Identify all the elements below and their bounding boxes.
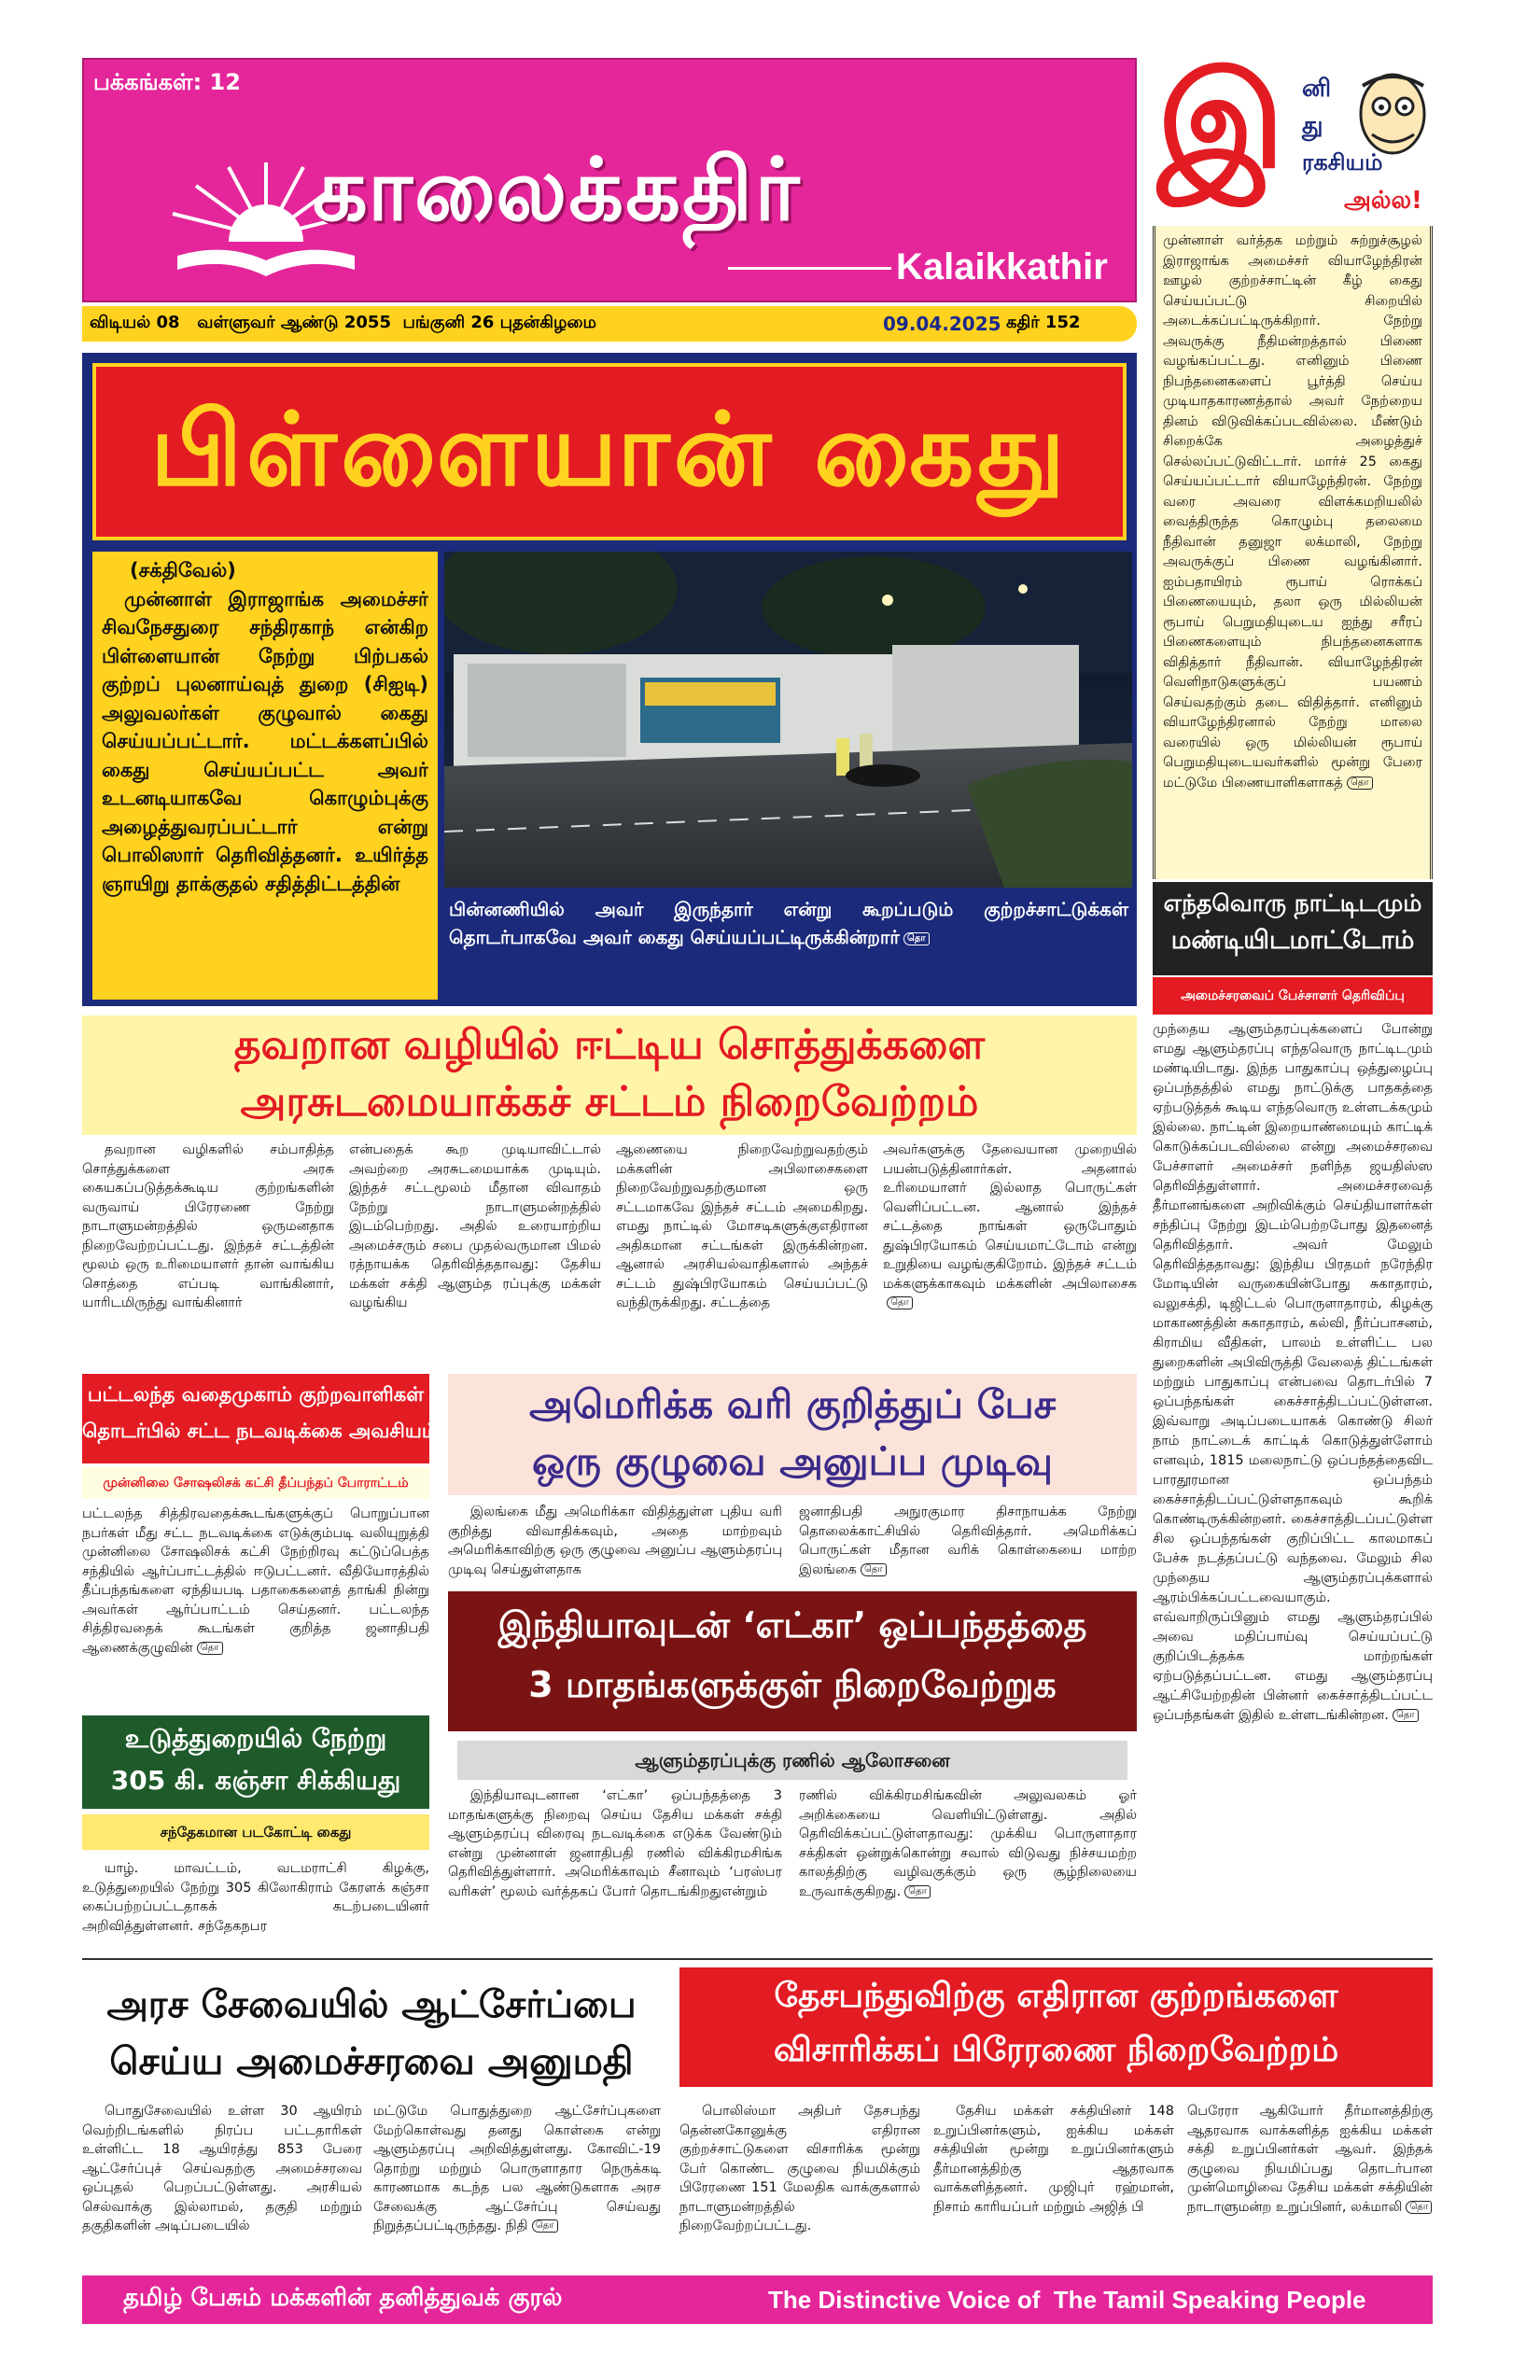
batalanda-headline-2: தொடர்பில் சட்ட நடவடிக்கை அவசியம் [82, 1420, 438, 1442]
rahasiyam-logo-letter: இ [1157, 45, 1285, 198]
ganja-body-text: யாழ். மாவட்டம், வடமராட்சி கிழக்கு, உடுத்துறையில் நேற்று 305 கிலோகிராம் கேரளக் கஞ்சா கைப்பற்றப்பட்டதாகக் கடற்படையினர் அறிவித்துள்ளனர். சந்தேகநபர [82, 1861, 429, 1934]
continued-icon: தொ [1347, 777, 1373, 790]
deshabandu-col-3-text: பெரேரா ஆகியோர் தீர்மானத்திற்கு ஆதரவாக வாக்களித்த ஐக்கிய மக்கள் சக்தி உறுப்பினர்கள் ஆவர். இந்தக் குழுவை நியமிப்பது தொடர்பான முன்மொழிவை தேசிய மக்கள் சக்தியின் நாடாளுமன்ற உறுப்பினர், லக்மாலி [1187, 2104, 1433, 2215]
masthead-title: காலைக்கதிர் [313, 139, 802, 240]
recruit-headline-2: செய்ய அமைச்சரவை அனுமதி [109, 2040, 634, 2083]
lead-caption [449, 895, 1128, 998]
deshabandu-col-3 [1187, 2102, 1433, 2265]
masthead-subtitle: Kalaikkathir [896, 246, 1108, 287]
etca-headline-box [448, 1591, 1137, 1731]
lead-headline-box [92, 363, 1127, 540]
deshabandu-headline-1: தேசபந்துவிற்கு எதிரான குற்றங்களை [774, 1977, 1338, 2015]
etca-col-1-text: இந்தியாவுடனான ‘எட்கா’ ஒப்பந்தத்தை 3 மாதங்களுக்கு நிறைவு செய்ய தேசிய மக்கள் சக்தி ஆளும்தரப்பு விரைவு நடவடிக்கை எடுக்க வேண்டும் என்று முன்னாள் ஜனாதிபதி ரணில் விக்கிரமசிங்க தெரிவித்துள்ளார். அமெரிக்காவும் சீனாவும் ‘பரஸ்பர வரிகள்’ மூலம் வர்த்தகப் போர் தொடங்கிறதுஎன்றும் [448, 1788, 782, 1899]
continued-icon: தொ [1393, 1709, 1419, 1722]
assets-col-1 [82, 1141, 334, 1365]
assets-headline-box [82, 1015, 1137, 1135]
recruit-col-2-text: மட்டுமே பொதுத்துறை ஆட்சேர்ப்புகளை மேற்கொள்வது தனது கொள்கை என்று ஆளும்தரப்பு அறிவித்துள்ளது. கோவிட்-19 தொற்று மற்றும் பொருளாதார நெருக்கடி காரணமாக கடந்த பல ஆண்டுகளாக அரச சேவைக்கு ஆட்சேர்ப்பு செய்வது நிறுத்தப்பட்டிருந்தது. நிதி [373, 2104, 661, 2233]
rahasiyam-text: முன்னாள் வர்த்தக மற்றும் சுற்றுச்சூழல் இராஜாங்க அமைச்சர் வியாழேந்திரன் ஊழல் குற்றச்சாட்டின் கீழ் கைது செய்யப்பட்டு சிறையில் அடைக்கப்பட்டிருக்கிறார். நேற்று அவருக்கு நீதிமன்றத்தால் பிணை வழங்கப்பட்டது. எனினும் பிணை நிபந்தனைகளைப் பூர்த்தி செய்ய முடியாதகாரணத்தால் அவர் நேற்றைய தினம் விடுவிக்கப்படவில்லை. மீண்டும் சிறைக்கே அழைத்துச் செல்லப்பட்டுவிட்டார். மார்ச் 25 கைது செய்யப்பட்டார் வியாழேந்திரன். நேற்று வரை அவரை விளக்கமறியலில் வைத்திருந்த கொழும்பு தலைமை நீதிவான் தனுஜா லக்மாலி, நேற்று அவருக்குப் பிணை வழங்கினார். ஐம்பதாயிரம் ரூபாய் ரொக்கப் பிணையையும், தலா ஒரு மில்லியன் ரூபாய் பெறுமதியுடைய ஐந்து சரீரப் பிணைகளையும் நிபந்தனைகளாக விதித்தார் நீதிவான். வியாழேந்திரன் வெளிநாடுகளுக்குப் பயணம் செய்வதற்கும் தடை விதித்தார். எனினும் வியாழேந்திரனால் நேற்று மாலை வரையில் ஒரு மில்லியன் ரூபாய் பெறுமதியுடையவர்களில் மூன்று பேரை மட்டுமே பிணையாளிகளாகத் [1163, 233, 1422, 791]
pages-label: பக்கங்கள்: 12 [93, 69, 241, 95]
rahasiyam-body [1155, 226, 1430, 870]
ganja-headline-2: 305 கி. கஞ்சா சிக்கியது [110, 1765, 401, 1796]
ganja-body [82, 1859, 429, 1943]
continued-icon: தொ [904, 1885, 931, 1898]
deshabandu-col-1-text: பொலிஸ்மா அதிபர் தேசபந்து தென்னகோனுக்கு எதிரான குற்றச்சாட்டுகளை விசாரிக்க மூன்று பேர் கொண்ட குழுவை நியமிக்கும் பிரேரணை 151 மேலதிக வாக்குகளால் நாடாளுமன்றத்தில் நிறைவேற்றப்பட்டது. [679, 2104, 920, 2233]
deshabandu-headline-box [679, 1967, 1433, 2087]
rahasiyam-box [1153, 45, 1433, 879]
etca-headline-1: இந்தியாவுடன் ‘எட்கா’ ஒப்பந்தத்தை [497, 1604, 1087, 1645]
footer-bar [82, 2275, 1433, 2324]
assets-col-2 [349, 1141, 601, 1365]
mandiyida-kicker: அமைச்சரவைப் பேச்சாளர் தெரிவிப்பு [1153, 977, 1433, 1015]
lead-byline: (சக்திவேல்) [130, 559, 236, 581]
recruit-headline-box [82, 1974, 661, 2095]
usa-headline-1: அமெரிக்க வரி குறித்துப் பேச [529, 1381, 1056, 1427]
footer-english: The Distinctive Voice of The Tamil Speaking People [768, 2286, 1366, 2314]
dateline-left: விடியல் 08 வள்ளுவர் ஆண்டு 2055 பங்குனி 26 புதன்கிழமை [90, 313, 597, 332]
date: 09.04.2025 [883, 313, 1001, 335]
deshabandu-headline-2: விசாரிக்கப் பிரேரணை நிறைவேற்றம் [773, 2031, 1339, 2069]
etca-col-1 [448, 1786, 782, 1945]
usa-col-2-text: ஜனாதிபதி அநுரகுமார திசாநாயக்க நேற்று தொலைக்காட்சியில் தெரிவித்தார். அமெரிக்கப் பொருட்கள் மீதான வரிக் கொள்கையை மாற்ற இலங்கை [799, 1505, 1137, 1577]
lead-headline: பிள்ளையான் கைது [150, 392, 1069, 509]
masthead-rule [728, 267, 891, 270]
continued-icon: தொ [532, 2219, 558, 2233]
deshabandu-col-1 [679, 2102, 920, 2265]
mandiyida-headline-2: மண்டியிடமாட்டோம் [1170, 926, 1415, 955]
continued-icon: தொ [887, 1296, 913, 1309]
rahasiyam-body-frame [1153, 226, 1433, 879]
ganja-headline-box [82, 1715, 429, 1809]
recruit-col-2 [373, 2102, 661, 2265]
ganja-headline-1: உடுத்துறையில் நேற்று [124, 1723, 387, 1754]
usa-headline-2: ஒரு குழுவை அனுப்ப முடிவு [531, 1438, 1054, 1484]
continued-icon: தொ [861, 1563, 887, 1576]
assets-col-3-text: ஆணையை நிறைவேற்றுவதற்கும் மக்களின் அபிலாசைகளை நிறைவேற்றுவதற்குமான ஒரு சட்டமாகவே இந்தச் சட்டம் அமைகிறது. எமது நாட்டில் மோசடிகளுக்குஎதிரான அதிகமான சட்டங்கள் இருக்கின்றன. ஆனால் அரசியல்வாதிகளால் அந்தச் சட்டம் துஷ்பிரயோகம் செய்யப்பட்டு வந்திருக்கிறது. சட்டத்தை [616, 1142, 868, 1310]
usa-col-2 [799, 1503, 1137, 1582]
cartoon-face-icon [1353, 67, 1433, 170]
mandiyida-body-text: முந்தைய ஆளும்தரப்புக்களைப் போன்று எமது ஆளும்தரப்பு எந்தவொரு நாட்டிடமும் மண்டியிடாது. இந்த பாதுகாப்பு ஒத்துழைப்பு ஒப்பந்தத்தில் எமது நாட்டுக்கு பாதகத்தை ஏற்படுத்தக் கூடிய எந்தவொரு உள்ளடக்கமும் இல்லை. நாட்டின் இறையாண்மையும் காட்டிக் கொடுக்கப்படவில்லை என்று அமைச்சரவை பேச்சாளர் அமைச்சர் நளிந்த ஜயதிஸ்ஸ தெரிவித்துள்ளார். அமைச்சரவைத் தீர்மானங்களை அறிவிக்கும் செய்தியாளர்கள் சந்திப்பு நேற்று இடம்பெற்றபோது இதனைத் தெரிவித்தார். அவர் மேலும் தெரிவித்ததாவது: இந்திய பிரதமர் நரேந்திர மோடியின் வருகையின்போது சுகாதாரம், வலுசக்தி, டிஜிட்டல் பொருளாதாரம், கிழக்கு மாகாணத்தின் சுகாதாரம், கல்வி, நீர்ப்பாசனம், கிராமிய வீதிகள், பாலம் உள்ளிட்ட பல துறைகளின் அபிவிருத்தி வேலைத் திட்டங்கள் மற்றும் பாதுகாப்பு என்பவை தொடர்பில் 7 ஒப்பந்தங்கள் கைச்சாத்திடப்பட்டுள்ளன. இவ்வாறு அடிப்படையாகக் கொண்டு சிலர் நாம் நாட்டைக் காட்டிக் கொடுத்துள்ளோம் எனவும், 1815 மலைநாட்டு ஒப்பந்தத்தைவிட பாரதூரமான ஒப்பந்தம் கைச்சாத்திடப்பட்டுள்ளதாகவும் கூறிக் கொண்டிருக்கின்றனர். கைச்சாத்திடப்பட்டுள்ள சில ஒப்பந்தங்கள் குறிப்பிட்ட காலமாகப் பேச்சு நடத்தப்பட்டு வந்தவை. மேலும் சில முந்தைய ஆளும்தரப்புக்களால் ஆரம்பிக்கப்பட்டவையாகும். எவ்வாறிருப்பினும் எமது ஆளும்தரப்பில் அவை மதிப்பாய்வு செய்யப்பட்டு குறிப்பிடத்தக்க மாற்றங்கள் ஏற்படுத்தப்பட்டன. எமது ஆளும்தரப்பு ஆட்சியேற்றதின் பின்னர் கைச்சாத்திடப்பட்ட ஒப்பந்தங்கள் இதில் உள்ளடங்கின்றன. [1153, 1022, 1433, 1723]
assets-col-4-text: அவர்களுக்கு தேவையான முறையில் பயன்படுத்தினார்கள். அதனால் உரிமையாளர் இல்லாத பொருட்கள் வெளிப்பட்டன. ஆனால் இந்தச் சட்டத்தை நாங்கள் ஒருபோதும் துஷ்பிரயோகம் செய்யமாட்டோம் என்று உறுதியை வழங்குகிறோம். இந்தச் சட்டம் மக்களுக்காகவும் மக்களின் அபிலாசைக [883, 1142, 1137, 1292]
rahasiyam-logo-line1: னி [1302, 75, 1332, 103]
continued-icon: தொ [903, 932, 930, 945]
lead-story [82, 353, 1137, 1006]
mandiyida-headline-box [1153, 882, 1433, 975]
assets-col-1-text: தவறான வழிகளில் சம்பாதித்த சொத்துக்களை அரசு கையகப்படுத்தக்கூடிய குற்றங்களின் வருவாய் பிரேரணை நேற்று நாடாளுமன்றத்தில் ஒருமனதாக நிறைவேற்றப்பட்டது. இந்தச் சட்டத்தின் மூலம் ஒரு உரிமையாளர் தான் வாங்கிய சொத்தை எப்படி வாங்கினார், யாரிடமிருந்து வாங்கினார் [82, 1142, 334, 1310]
batalanda-headline-1: பட்டலந்த வதைமுகாம் குற்றவாளிகள் [87, 1383, 425, 1406]
batalanda-headline-box [82, 1374, 438, 1463]
assets-headline-1: தவறான வழியில் ஈட்டிய சொத்துக்களை [233, 1021, 986, 1069]
footer-tamil: தமிழ் பேசும் மக்களின் தனித்துவக் குரல் [123, 2284, 563, 2312]
assets-headline-2: அரசுடமையாக்கச் சட்டம் நிறைவேற்றம் [240, 1078, 979, 1126]
usa-col-1 [448, 1503, 782, 1582]
batalanda-body [82, 1505, 429, 1701]
section-divider [82, 1958, 1433, 1960]
etca-kicker: ஆளும்தரப்புக்கு ரணில் ஆலோசனை [457, 1741, 1127, 1780]
ganja-kicker: சந்தேகமான படகோட்டி கைது [82, 1814, 429, 1850]
mandiyida-story [1153, 882, 1433, 1960]
lead-body [102, 556, 428, 995]
deshabandu-col-2-text: தேசிய மக்கள் சக்தியினர் 148 உறுப்பினர்களும், ஐக்கிய மக்கள் சக்தியின் மூன்று உறுப்பினர்களும் தீர்மானத்திற்கு ஆதரவாக வாக்களித்தனர். முஜிபுர் ரஹ்மான், நிசாம் காரியப்பர் மற்றும் அஜித் பி [933, 2104, 1174, 2215]
issue-number: கதிர் 152 [1006, 313, 1081, 332]
batalanda-body-text: பட்டலந்த சித்திரவதைக்கூடங்களுக்குப் பொறுப்பான நபர்கள் மீது சட்ட நடவடிக்கை எடுக்கும்படி வலியுறுத்தி முன்னிலை சோஷலிசக் கட்சி நேற்றிரவு கட்டுப்பெத்த சந்தியில் ஆர்ப்பாட்டத்தில் ஈடுபட்டனர். வீதியோரத்தில் தீப்பந்தங்களை ஏந்தியபடி பதாகைகளைத் தாங்கி நின்று அவர்கள் ஆர்ப்பாட்டம் செய்தனர். பட்டலந்த சித்திரவதைக் கூடங்கள் குறித்த ஜனாதிபதி ஆணைக்குழுவின் [82, 1506, 429, 1656]
masthead [82, 58, 1137, 302]
assets-col-4 [883, 1141, 1137, 1365]
recruit-headline-1: அரச சேவையில் ஆட்சேர்ப்பை [106, 1983, 637, 2026]
continued-icon: தொ [1406, 2201, 1432, 2214]
assets-col-3 [616, 1141, 868, 1365]
rahasiyam-logo-line3: ரகசியம் [1302, 149, 1383, 175]
etca-col-2 [799, 1786, 1137, 1945]
usa-headline-box [448, 1374, 1137, 1495]
etca-col-2-text: ரணில் விக்கிரமசிங்கவின் அலுவலகம் ஓர் அறிக்கையை வெளியிட்டுள்ளது. அதில் தெரிவிக்கப்பட்டுள்ளதாவது: முக்கிய பொருளாதார சக்திகள் ஒன்றுக்கொன்று சவால் விடுவது நிச்சயமற்ற காலத்திற்கு வழிவகுக்கும் ஒரு சூழ்நிலையை உருவாக்குகிறது. [799, 1788, 1137, 1899]
recruit-col-1 [82, 2102, 362, 2265]
lead-photo [444, 552, 1132, 888]
assets-col-2-text: என்பதைக் கூற முடியாவிட்டால் அவற்றை அரசுடமையாக்க முடியும். இந்தச் சட்டமூலம் மீதான விவாதம் நேற்று நாடாளுமன்றத்தில் இடம்பெற்றது. அதில் உரையாற்றிய அமைச்சரும் சபை முதல்வருமான பிமல் ரத்நாயக்க தெரிவித்ததாவது: தேசிய மக்கள் சக்தி ஆளும்த ரப்புக்கு மக்கள் வழங்கிய [349, 1142, 601, 1310]
mandiyida-body [1153, 1020, 1433, 1953]
etca-headline-2: 3 மாதங்களுக்குள் நிறைவேற்றுக [528, 1664, 1057, 1705]
lead-body-text: முன்னாள் இராஜாங்க அமைச்சர் சிவநேசதுரை சந்திரகாந் என்கிற பிள்ளையான் நேற்று பிற்பகல் குற்றப் புலனாய்வுத் துறை (சிஐடி) அலுவலர்கள் குழுவால் கைது செய்யப்பட்டார். மட்டக்களப்பில் கைது செய்யப்பட்ட அவர் உடனடியாகவே கொழும்புக்கு அழைத்துவரப்பட்டார் என்று பொலிஸார் தெரிவித்தனர். உயிர்த்த ஞாயிறு தாக்குதல் சதித்திட்டத்தின் [102, 587, 428, 895]
rahasiyam-logo-line2: து [1302, 112, 1323, 140]
dateline [82, 306, 1137, 342]
batalanda-kicker: முன்னிலை சோஷலிசக் கட்சி தீப்பந்தப் போராட்டம் [82, 1467, 429, 1499]
rahasiyam-logo-line4: அல்ல! [1344, 187, 1422, 215]
lead-caption-text: பின்னணியில் அவர் இருந்தார் என்று கூறப்படும் குற்றச்சாட்டுக்கள் தொடர்பாகவே அவர் கைது செய்யப்பட்டிருக்கின்றார் [449, 898, 1128, 948]
deshabandu-col-2 [933, 2102, 1174, 2265]
continued-icon: தொ [197, 1642, 223, 1655]
usa-col-1-text: இலங்கை மீது அமெரிக்கா விதித்துள்ள புதிய வரி குறித்து விவாதிக்கவும், அதை மாற்றவும் அமெரிக்காவிற்கு ஒரு குழுவை அனுப்ப ஆளும்தரப்பு முடிவு செய்துள்ளதாக [448, 1505, 782, 1577]
mandiyida-headline-1: எந்தவொரு நாட்டிடமும் [1163, 889, 1422, 917]
recruit-col-1-text: பொதுசேவையில் உள்ள 30 ஆயிரம் வெற்றிடங்களில் நிரப்ப பட்டதாரிகள் உள்ளிட்ட 18 ஆயிரத்து 853 பேரை ஆட்சேர்ப்புச் செய்வதற்கு அமைச்சரவை ஒப்புதல் பெறப்பட்டுள்ளது. அரசியல் செல்வாக்கு இல்லாமல், தகுதி மற்றும் தகுதிகளின் அடிப்படையில் [82, 2104, 362, 2233]
